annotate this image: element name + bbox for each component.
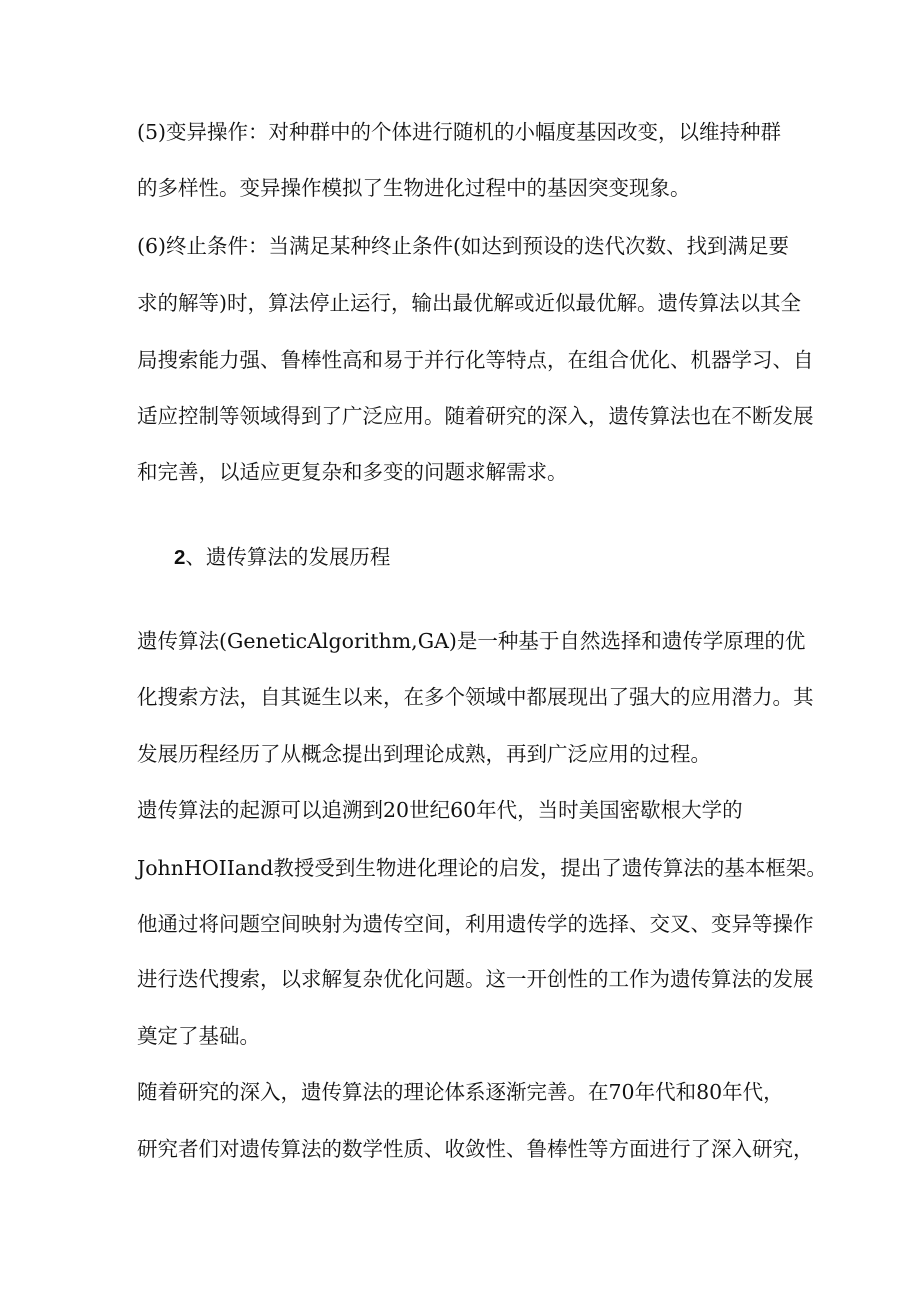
paragraph-5-line-1: (5)变异操作：对种群中的个体进行随机的小幅度基因改变，以维持种群 — [137, 120, 782, 144]
section-heading — [174, 544, 390, 571]
paragraph-intro-line-1: 遗传算法(GeneticAlgorithm,GA)是一种基于自然选择和遗传学原理的优 — [137, 629, 806, 653]
paragraph-6-line-1: (6)终止条件：当满足某种终止条件(如达到预设的迭代次数、找到满足要 — [137, 234, 790, 258]
section-number: 2 — [174, 546, 186, 569]
paragraph-5-line-2: 的多样性。变异操作模拟了生物进化过程中的基因突变现象。 — [137, 176, 691, 200]
paragraph-theory-line-2: 研究者们对遗传算法的数学性质、收敛性、鲁棒性等方面进行了深入研究， — [137, 1137, 814, 1161]
paragraph-6-line-2: 求的解等)时，算法停止运行，输出最优解或近似最优解。遗传算法以其全 — [137, 291, 801, 315]
paragraph-intro-line-3: 发展历程经历了从概念提出到理论成熟，再到广泛应用的过程。 — [137, 742, 711, 766]
paragraph-theory-line-1: 随着研究的深入，遗传算法的理论体系逐渐完善。在70年代和80年代， — [137, 1080, 784, 1104]
paragraph-6-line-4: 适应控制等领域得到了广泛应用。随着研究的深入，遗传算法也在不断发展 — [137, 404, 814, 428]
paragraph-origin-line-4: 进行迭代搜索，以求解复杂优化问题。这一开创性的工作为遗传算法的发展 — [137, 967, 814, 991]
paragraph-origin-line-3: 他通过将问题空间映射为遗传空间，利用遗传学的选择、交叉、变异等操作 — [137, 912, 814, 936]
paragraph-intro-line-2: 化搜索方法，自其诞生以来，在多个领域中都展现出了强大的应用潜力。其 — [137, 685, 814, 709]
paragraph-origin-line-2: JohnHOIIand教授受到生物进化理论的启发，提出了遗传算法的基本框架。 — [137, 856, 827, 880]
paragraph-origin-line-1: 遗传算法的起源可以追溯到20世纪60年代，当时美国密歇根大学的 — [137, 798, 743, 822]
paragraph-origin-line-5: 奠定了基础。 — [137, 1024, 260, 1048]
paragraph-6-line-3: 局搜索能力强、鲁棒性高和易于并行化等特点，在组合优化、机器学习、自 — [137, 348, 814, 372]
section-title: 、遗传算法的发展历程 — [185, 545, 391, 569]
paragraph-6-line-5: 和完善，以适应更复杂和多变的问题求解需求。 — [137, 460, 568, 484]
